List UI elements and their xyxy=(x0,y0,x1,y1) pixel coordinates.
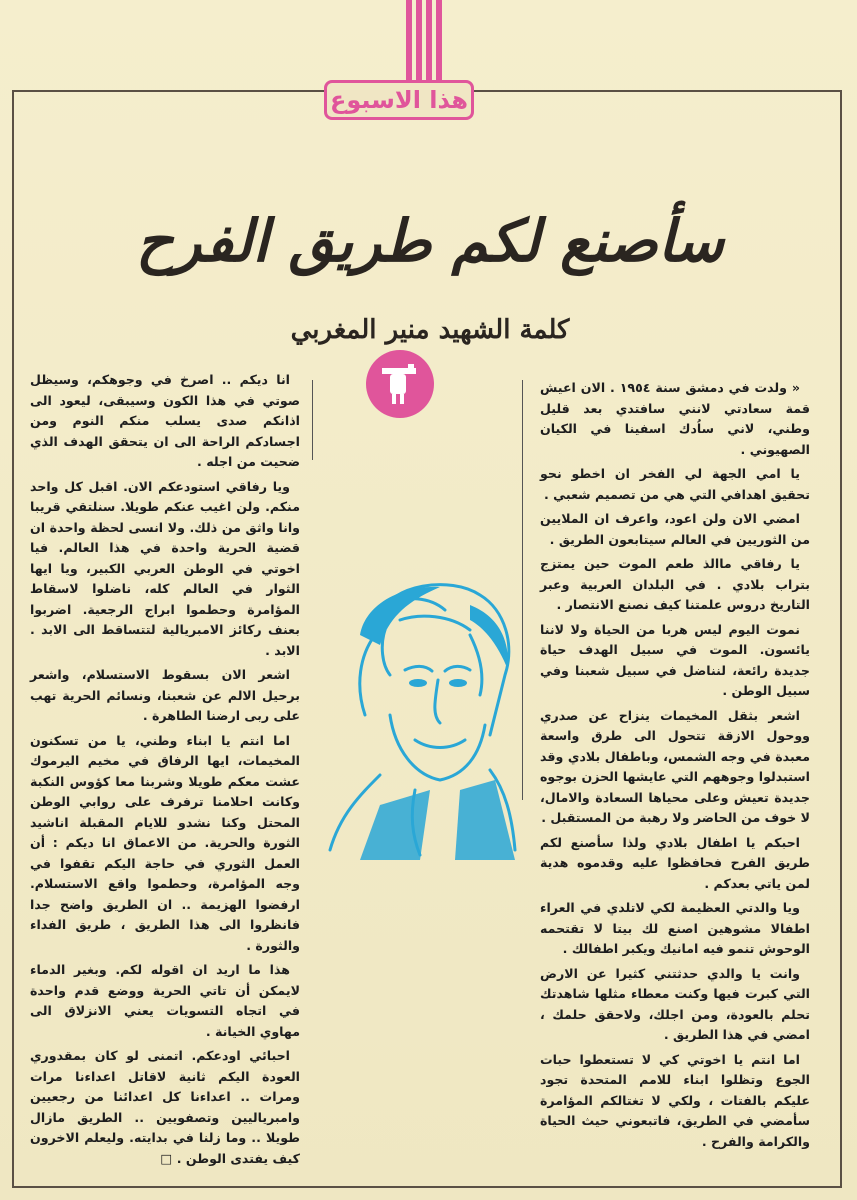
paragraph: اما انتم يا ابناء وطني، يا من تسكنون المخيمات، ايها الرفاق في مخيم اليرموك عشت معكم طويلا وشربنا معا كؤوس النكبة وكانت احلامنا ترفرف على روابي الوطن المحتل وكنا نشدو للايام المقبلة اناشيد الثورة والحرية. من الاعماق انا ديكم : أن العمل الثوري في حاجة اليكم تقفوا في وجه المؤامرة، وحطموا واقع الاستسلام. ارفضوا الهزيمة .. ان الطريق واضح جدا فانظروا الى هذا الطريق ، طريق الفداء والثورة . xyxy=(30,732,300,953)
top-decoration-stripes xyxy=(404,0,450,86)
paragraph: احبائي اودعكم. اتمنى لو كان بمقدوري العودة اليكم ثانية لاقاتل اعداءنا مرات ومرات .. اعداءنا كل اعدائنا من رجعيين وامبرياليين وتصفويين .. الطريق مازال طويلا .. وما زلنا في بدايته. وليعلم الاخرون كيف يفتدى الوطن . □ xyxy=(30,1048,300,1166)
paragraph: ويا والدتي العظيمة لكي لاتلدي في العراء اطفالا مشوهين اصنع لك بيتا لا تقتحمه الوحوش تنمو فيه امانيك ويكبر اطفالك . xyxy=(540,900,810,956)
section-badge xyxy=(324,80,474,120)
paragraph: « ولدت في دمشق سنة ١٩٥٤ . الان اعيش قمة سعادتي لانني سافتدي بعد قليل وطني، لاني ساُدك اسفينا في الكيان الصهيوني . xyxy=(540,380,810,457)
paragraph: احبكم يا اطفال بلادي ولذا سأصنع لكم طريق الفرح فحافظوا عليه وقدموه هدية لمن ياتي بعدكم . xyxy=(540,834,810,891)
rifle-fist-icon xyxy=(366,350,434,418)
paragraph: اشعر الان بسقوط الاستسلام، واشعر برحيل الالم عن شعبنا، ونسائم الحرية تهب على ربى ارضنا الطاهرة . xyxy=(30,667,300,723)
paragraph: ويا رفاقي استودعكم الان. اقبل كل واحد منكم. ولن اغيب عنكم طويلا. سنلتقي قريبا وانا واثق من ذلك. ولا انسى لحظة واحدة ان قضية الحرية واحدة في هذا العالم. فيا اخوتي في الوطن العربي الكبير، ويا ايها الثوار في العالم كله، ناضلوا لاسقاط المؤامرة وحطموا ابراج الرجعية. اضربوا بعنف ركائز الامبريالية لتتساقط الى الابد . الابد . xyxy=(30,478,300,658)
paragraph: انا ديكم .. اصرخ في وجوهكم، وسيظل صوتي في هذا الكون وسيبقى، ليعود الى اذانكم صدى يسلب منكم النوم ومن اجسادكم الراحة الى ان يتحقق الهدف الذي ضحيت من اجله . xyxy=(30,372,300,469)
paragraph: يا امي الجهة لي الفخر ان اخطو نحو تحقيق اهدافي التي هي من تصميم شعبي . xyxy=(540,466,810,502)
article-column-right xyxy=(540,378,810,1156)
paragraph: اشعر بثقل المخيمات ينزاح عن صدري ووحول الازقة تتحول الى طرق واسعة معبدة في وجه الشمس، وباطفال بلادي وقد استبدلوا وجوههم التي عايشها الحزن بوجوه جديدة تعيش وعلى محياها السعادة والامال، لا خوف من الحاضر ولا رهبة من المستقبل . xyxy=(540,707,810,825)
paragraph: هذا ما اريد ان اقوله لكم. وبغير الدماء لايمكن أن تاتي الحرية ووضع قدم واحدة في اتجاه التسويات يعني الانزلاق الى مهاوي الخيانة . xyxy=(30,962,300,1039)
column-divider-right xyxy=(522,380,523,800)
rifle-fist-glyph xyxy=(380,362,420,406)
section-badge-label: هذا الاسبوع xyxy=(329,86,469,114)
column-divider-left xyxy=(312,380,313,460)
portrait-illustration xyxy=(320,575,520,860)
article-headline: سأصنع لكم طريق الفرح xyxy=(135,207,724,275)
paragraph: وانت يا والدي حدثتني كثيرا عن الارض التي كبرت فيها وكنت معطاء مثلها شاهدتك تحلم بالعودة، ومن اجلك، ولاحقق حلمك ، امضي في هذا الطريق . xyxy=(540,965,810,1042)
paragraph: يا رفاقي ماالذ طعم الموت حين يمتزج بتراب بلادي . في البلدان العربية وعبر التاريخ دروس علمتنا كيف نصنع الانتصار . xyxy=(540,556,810,612)
paragraph: امضي الان ولن اعود، واعرف ان الملايين من الثوريين في العالم سيتابعون الطريق . xyxy=(540,511,810,547)
article-byline: كلمة الشهيد منير المغربي xyxy=(290,315,570,345)
paragraph: نموت اليوم ليس هربا من الحياة ولا لاننا يائسون. الموت في سبيل الهدف حياة جديدة رائعة، لنناضل في سبيل شعبنا وفي سبيل الوطن . xyxy=(540,621,810,698)
paragraph: اما انتم يا اخوتي كي لا تستعطوا حبات الجوع وتظلوا ابناء للامم المتحدة تجود عليكم بالفتات ، ولكي لا تغتالكم المؤامرة سأمضي في الطريق، فاتبعوني حيث الحياة والكرامة والفرح . xyxy=(540,1051,810,1149)
article-column-left xyxy=(30,370,300,1173)
